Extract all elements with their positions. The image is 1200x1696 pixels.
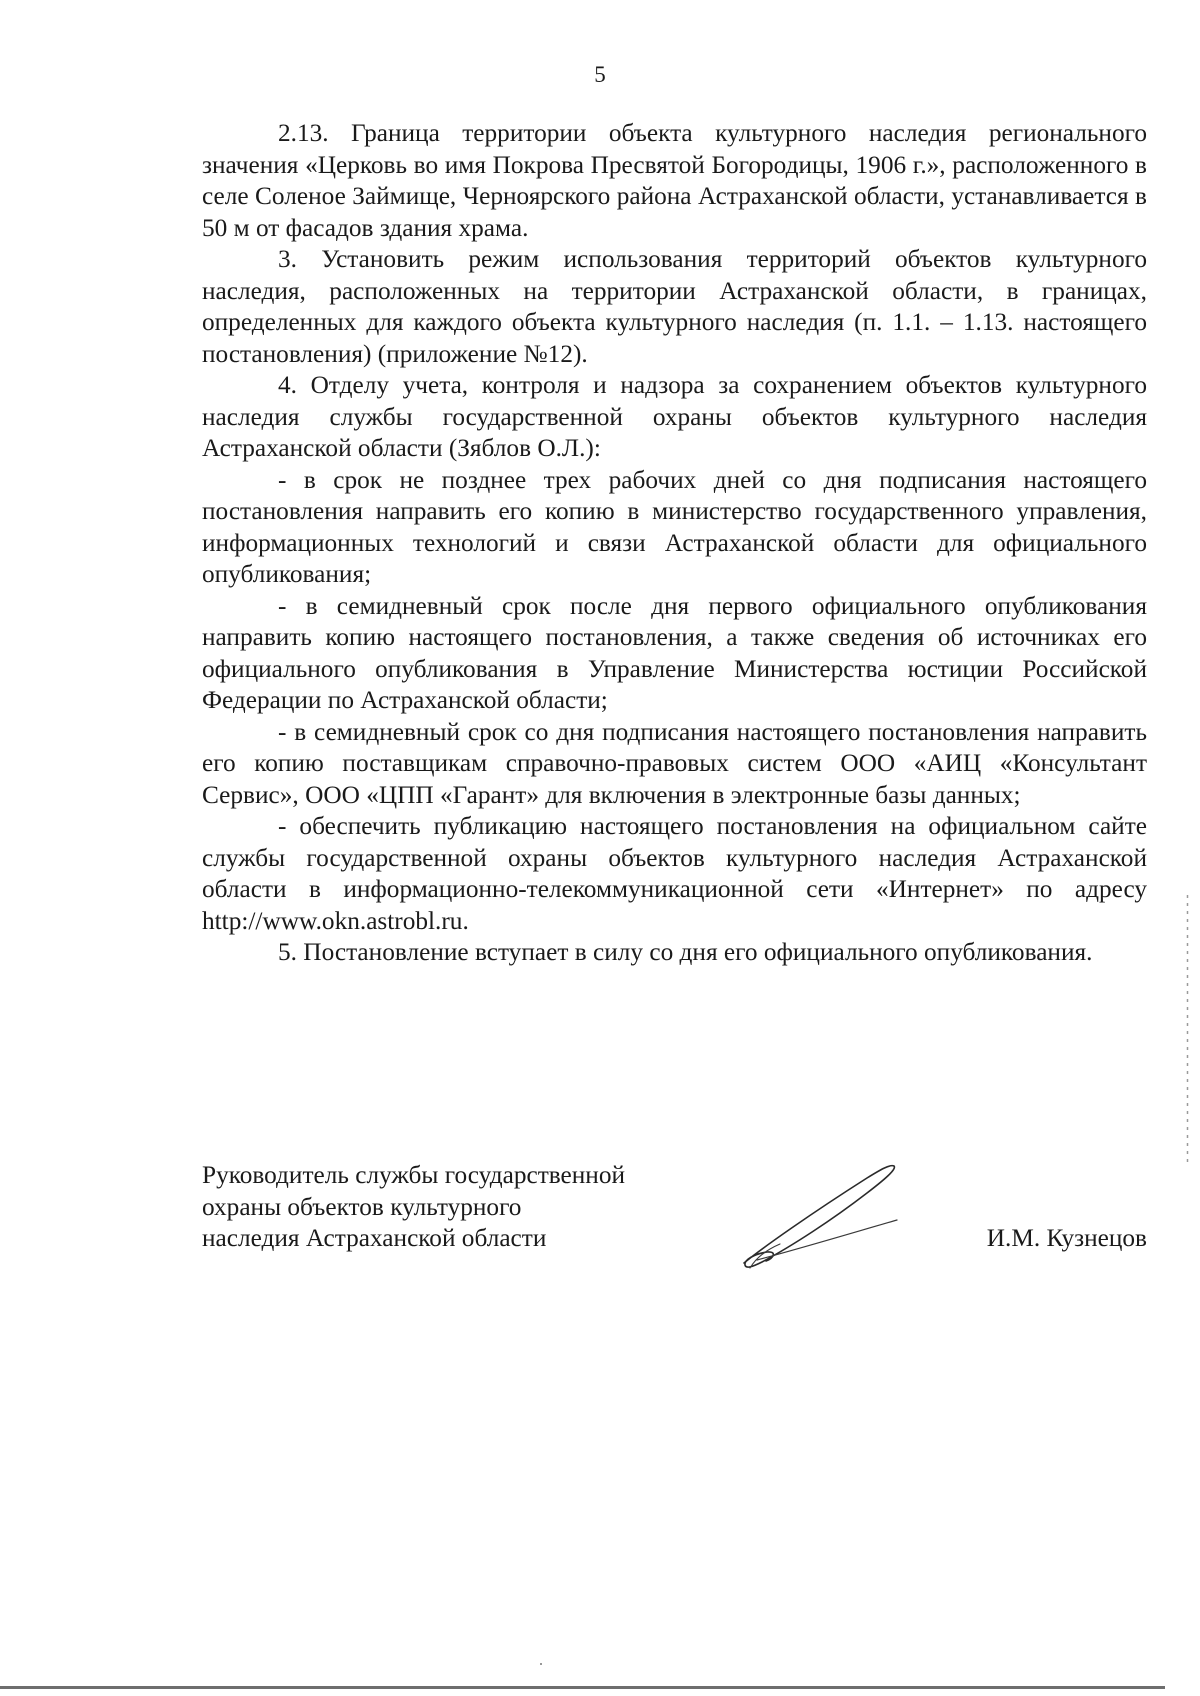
paragraph-4-item-3: - в семидневный срок со дня подписания настоящего постановления направить его копию поставщикам справочно-правовых систем ООО «АИЦ «Консультант Сервис», ООО «ЦПП «Гарант» для включения в электронные базы данных;: [202, 717, 1147, 809]
signatory-name: И.М. Кузнецов: [986, 1224, 1147, 1252]
scan-edge-artifact: [1186, 895, 1189, 1165]
paragraph-2-13: 2.13. Граница территории объекта культурного наследия регионального значения «Церковь во имя Покрова Пресвятой Богородицы, 1906 г.», расположенного в селе Соленое Займище, Черноярского района Астраханской области, устанавливается в 50 м от фасадов здания храма.: [202, 119, 1147, 242]
paragraph-3: 3. Установить режим использования территорий объектов культурного наследия, расположенных на территории Астраханской области, в границах, определенных для каждого объекта культурного наследия (п. 1.1. – 1.13. настоящего постановления) (приложение №12).: [202, 245, 1147, 368]
signatory-position-line: Руководитель службы государственной: [202, 1161, 626, 1189]
paragraph-4-item-1: - в срок не позднее трех рабочих дней со дня подписания настоящего постановления направить его копию в министерство государственного управления, информационных технологий и связи Астраханской области для официального опубликования;: [202, 465, 1147, 588]
paragraph-4: 4. Отделу учета, контроля и надзора за сохранением объектов культурного наследия службы государственной охраны объектов культурного наследия Астраханской области (Зяблов О.Л.):: [202, 371, 1147, 462]
scan-dust-artifact: [540, 1663, 542, 1665]
signature-block: [202, 1160, 1147, 1290]
signatory-position-line: охраны объектов культурного: [202, 1192, 522, 1221]
document-body: [202, 118, 1147, 969]
signatory-position: [202, 1160, 762, 1255]
paragraph-4-item-2: - в семидневный срок после дня первого официального опубликования направить копию настоящего постановления, а также сведения об источниках его официального опубликования в Управление Министерства юстиции Российской Федерации по Астраханской области;: [202, 591, 1147, 714]
paragraph-4-item-4: - обеспечить публикацию настоящего постановления на официальном сайте службы государственной охраны объектов культурного наследия Астраханской области в информационно-телекоммуникационной сети «Интернет» по адресу http://www.okn.astrobl.ru.: [202, 812, 1147, 935]
signatory-position-line: наследия Астраханской области: [202, 1224, 547, 1252]
paragraph-5: 5. Постановление вступает в силу со дня его официального опубликования.: [278, 938, 1093, 966]
handwritten-signature: [722, 1148, 922, 1283]
page-number: 5: [594, 62, 606, 87]
scan-bottom-edge: [0, 1686, 1165, 1689]
